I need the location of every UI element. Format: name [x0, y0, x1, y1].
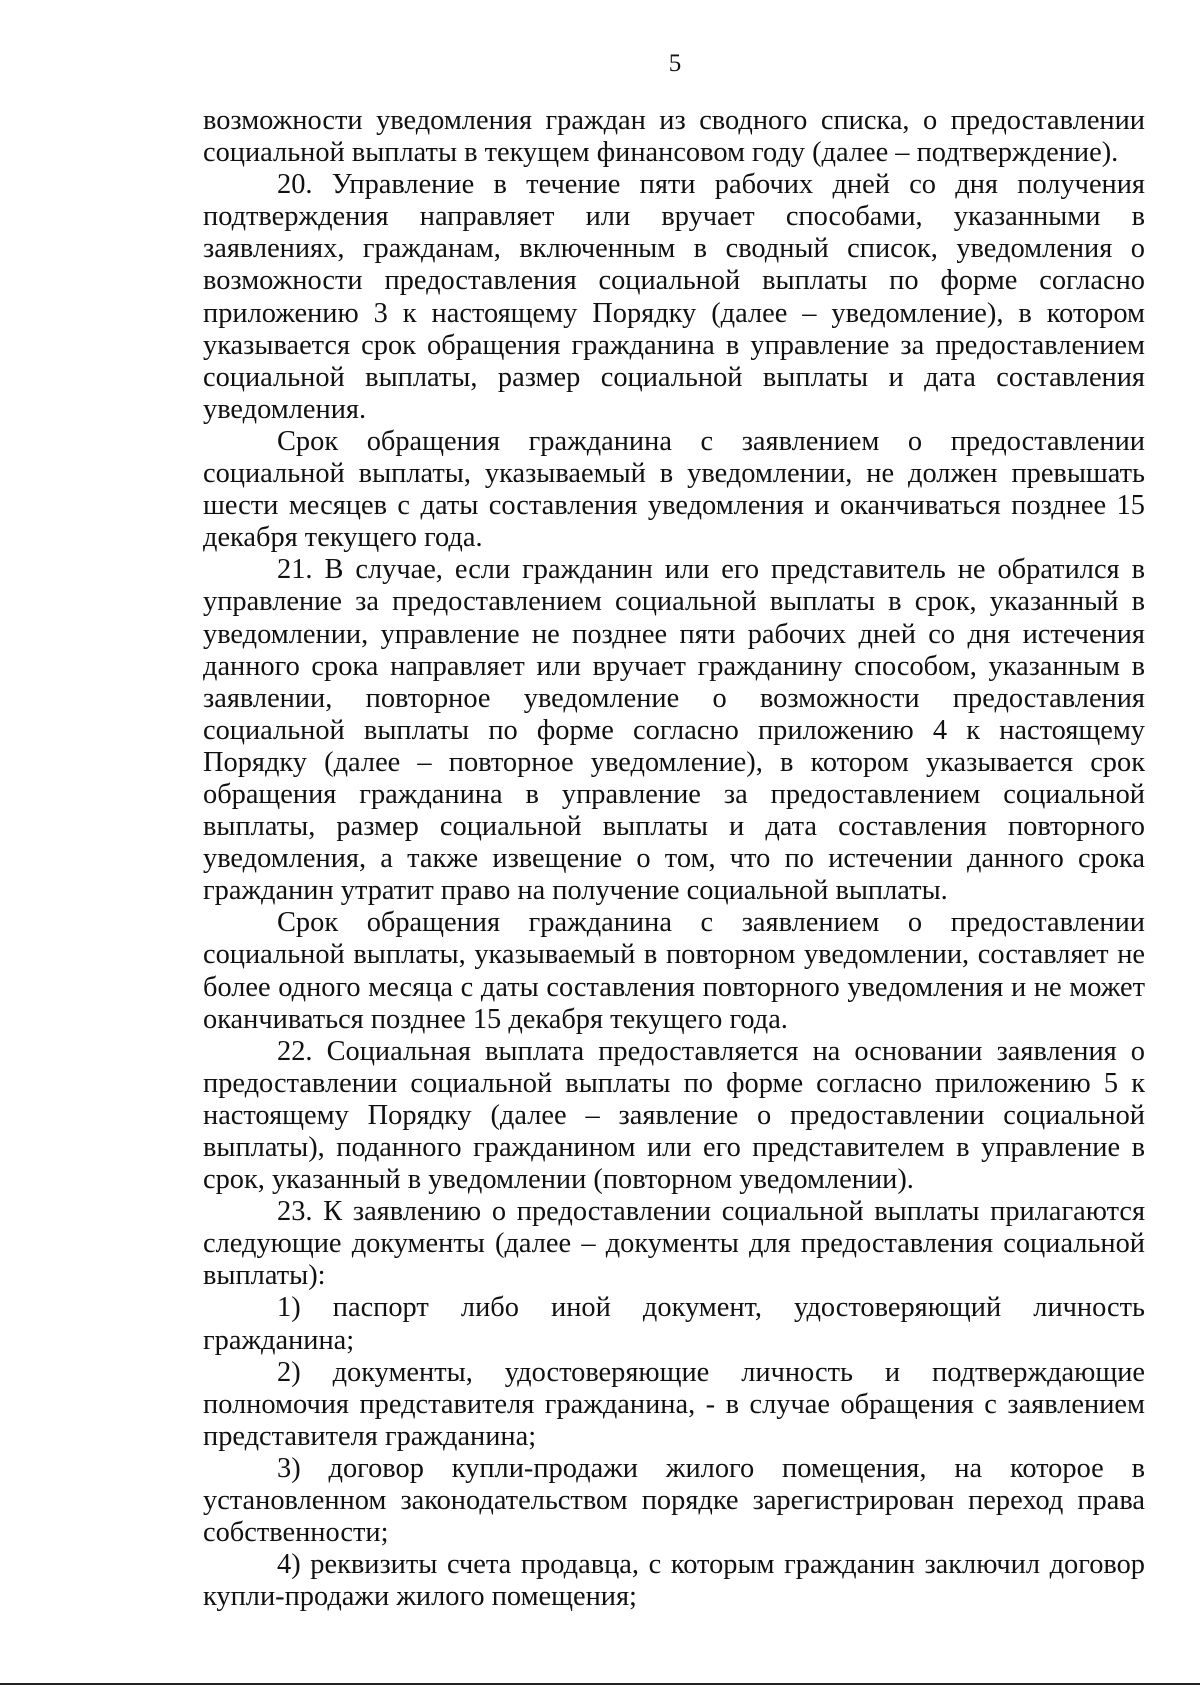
list-item-2: 2) документы, удостоверяющие личность и подтверждающие полномочия представителя гражданина, - в случае обращения с заявлением представителя гражданина; — [203, 1356, 1145, 1452]
document-body — [203, 105, 1145, 1613]
list-item-1: 1) паспорт либо иной документ, удостоверяющий личность гражданина; — [203, 1292, 1145, 1356]
paragraph-continuation: возможности уведомления граждан из сводного списка, о предоставлении социальной выплаты в текущем финансовом году (далее – подтверждение). — [203, 105, 1145, 169]
bottom-divider — [0, 1683, 1200, 1685]
paragraph-item-22: 22. Социальная выплата предоставляется на основании заявления о предоставлении социальной выплаты по форме согласно приложению 5 к настоящему Порядку (далее – заявление о предоставлении социальной выплаты), поданного гражданином или его представителем в управление в срок, указанный в уведомлении (повторном уведомлении). — [203, 1035, 1145, 1196]
paragraph-item-21: 21. В случае, если гражданин или его представитель не обратился в управление за предоставлением социальной выплаты в срок, указанный в уведомлении, управление не позднее пяти рабочих дней со дня истечения данного срока направляет или вручает гражданину способом, указанным в заявлении, повторное уведомление о возможности предоставления социальной выплаты по форме согласно приложению 4 к настоящему Порядку (далее – повторное уведомление), в котором указывается срок обращения гражданина в управление за предоставлением социальной выплаты, размер социальной выплаты и дата составления повторного уведомления, а также извещение о том, что по истечении данного срока гражданин утратит право на получение социальной выплаты. — [203, 554, 1145, 907]
page-number: 5 — [668, 50, 682, 77]
paragraph-item-21-term: Срок обращения гражданина с заявлением о предоставлении социальной выплаты, указываемый в повторном уведомлении, составляет не более одного месяца с даты составления повторного уведомления и не может оканчиваться позднее 15 декабря текущего года. — [203, 907, 1145, 1035]
list-item-4: 4) реквизиты счета продавца, с которым гражданин заключил договор купли-продажи жилого помещения; — [203, 1549, 1145, 1613]
list-item-3: 3) договор купли-продажи жилого помещения, на которое в установленном законодательством порядке зарегистрирован переход права собственности; — [203, 1452, 1145, 1549]
paragraph-item-20-term: Срок обращения гражданина с заявлением о предоставлении социальной выплаты, указываемый в уведомлении, не должен превышать шести месяцев с даты составления уведомления и оканчиваться позднее 15 декабря текущего года. — [203, 425, 1145, 554]
paragraph-item-20: 20. Управление в течение пяти рабочих дней со дня получения подтверждения направляет или вручает способами, указанными в заявлениях, гражданам, включенным в сводный список, уведомления о возможности предоставления социальной выплаты по форме согласно приложению 3 к настоящему Порядку (далее – уведомление), в котором указывается срок обращения гражданина в управление за предоставлением социальной выплаты, размер социальной выплаты и дата составления уведомления. — [203, 169, 1145, 425]
paragraph-item-23: 23. К заявлению о предоставлении социальной выплаты прилагаются следующие документы (далее – документы для предоставления социальной выплаты): — [203, 1196, 1145, 1292]
